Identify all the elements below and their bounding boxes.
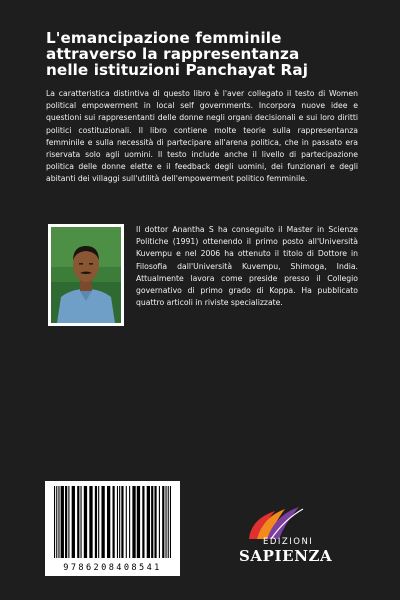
publisher-edizioni: EDIZIONI — [263, 537, 314, 547]
barcode-bars — [50, 486, 175, 558]
publisher-logo — [233, 505, 363, 575]
book-description: La caratteristica distintiva di questo libro è l'aver collegato il testo di Women political empowerment in local self governments. Incorpora nuove idee e questioni sui rappresentanti delle donne negli organi decisionali e sui loro diritti politici costituzionali. Il libro contiene molte teorie sulla rappresentanza femminile e sulla necessità di partecipare all'arena politica, che in passato era riservata solo agli uomini. Il testo include anche il livello di partecipazione politica delle donne elette e il feedback degli uomini, dei funzionari e degli abitanti dei villaggi sull'utilità dell'empowerment politico femminile. — [46, 89, 358, 184]
isbn-barcode — [45, 481, 180, 576]
feather-logo-icon — [241, 505, 321, 541]
book-title — [46, 30, 366, 78]
publisher-name: SAPIENZA — [239, 547, 333, 565]
author-bio: Il dottor Anantha S ha conseguito il Master in Scienze Politiche (1991) ottenendo il primo posto all'Università Kuvempu e nel 2006 ha ottenuto il titolo di Dottore in Filosofia dall'Università Kuvempu, Shimoga, India. Attualmente lavora come preside presso il Collegio governativo di primo grado di Koppa. Ha pubblicato quattro articoli in riviste specializzate. — [136, 225, 358, 308]
author-portrait-image — [51, 227, 121, 323]
title-line: attraverso la rappresentanza — [46, 45, 300, 63]
author-photo — [48, 224, 124, 326]
title-line: L'emancipazione femminile — [46, 29, 282, 47]
isbn-number: 9786208408541 — [63, 563, 162, 573]
title-line: nelle istituzioni Panchayat Raj — [46, 61, 309, 79]
